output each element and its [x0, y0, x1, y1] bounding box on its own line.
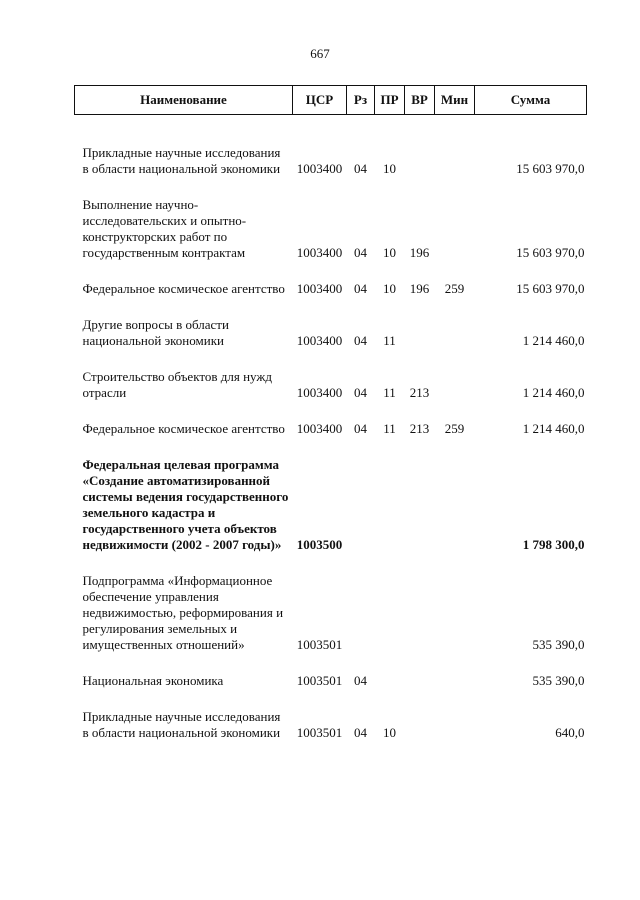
header-csr: ЦСР [293, 86, 347, 115]
page-number: 667 [310, 46, 330, 61]
cell-pr [375, 573, 405, 653]
table-row [75, 145, 587, 177]
cell-vr: 196 [409, 281, 430, 296]
cell-name: Другие вопросы в области национальной экономики [82, 317, 229, 348]
table-row [75, 281, 587, 297]
cell-csr: 1003400 [296, 161, 343, 176]
header-sum: Сумма [475, 86, 587, 115]
cell-min [435, 709, 475, 741]
header-rz: Рз [347, 86, 375, 115]
cell-sum: 535 390,0 [532, 673, 585, 688]
cell-pr [375, 457, 405, 553]
cell-vr [405, 317, 435, 349]
cell-vr [405, 457, 435, 553]
cell-rz: 04 [354, 385, 367, 400]
table-header-row [75, 86, 587, 115]
cell-rz: 04 [354, 333, 367, 348]
cell-pr: 10 [383, 245, 396, 260]
cell-csr: 1003501 [296, 637, 343, 652]
cell-vr [405, 709, 435, 741]
table-row [75, 457, 587, 553]
cell-vr [405, 573, 435, 653]
cell-csr: 1003500 [296, 537, 343, 552]
cell-rz: 04 [354, 673, 367, 688]
cell-rz: 04 [354, 161, 367, 176]
header-pr: ПР [375, 86, 405, 115]
cell-min [435, 197, 475, 261]
cell-vr [405, 673, 435, 689]
cell-name: Прикладные научные исследования в области национальной экономики [82, 709, 281, 740]
cell-pr: 11 [383, 333, 396, 348]
cell-rz: 04 [354, 281, 367, 296]
cell-name: Национальная экономика [82, 673, 224, 688]
table-row [75, 421, 587, 437]
cell-csr: 1003400 [296, 421, 343, 436]
cell-sum: 640,0 [555, 725, 585, 740]
table-row [75, 673, 587, 689]
cell-pr: 10 [383, 161, 396, 176]
cell-sum: 1 798 300,0 [522, 537, 585, 552]
cell-min [435, 145, 475, 177]
cell-name: Федеральное космическое агентство [82, 281, 285, 296]
cell-rz: 04 [354, 725, 367, 740]
table-row [75, 709, 587, 741]
cell-rz: 04 [354, 421, 367, 436]
cell-vr: 213 [409, 421, 430, 436]
cell-min: 259 [444, 421, 465, 436]
cell-pr [375, 673, 405, 689]
cell-name: Прикладные научные исследования в области национальной экономики [82, 145, 281, 176]
cell-name: Федеральная целевая программа «Создание автоматизированной системы ведения государственного земельного кадастра и государственного учета объектов недвижимости (2002 - 2007 годы)» [82, 457, 289, 552]
cell-csr: 1003400 [296, 385, 343, 400]
cell-sum: 1 214 460,0 [522, 421, 585, 436]
header-min: Мин [435, 86, 475, 115]
header-name: Наименование [75, 86, 293, 115]
cell-sum: 1 214 460,0 [522, 385, 585, 400]
table-row [75, 197, 587, 261]
cell-vr: 213 [409, 385, 430, 400]
cell-min [435, 673, 475, 689]
cell-sum: 15 603 970,0 [516, 161, 585, 176]
cell-pr: 11 [383, 421, 396, 436]
cell-min [435, 457, 475, 553]
cell-csr: 1003501 [296, 673, 343, 688]
cell-min: 259 [444, 281, 465, 296]
cell-min [435, 317, 475, 349]
cell-sum: 15 603 970,0 [516, 245, 585, 260]
table-row [75, 573, 587, 653]
cell-name: Выполнение научно-исследовательских и опытно-конструкторских работ по государственным контрактам [82, 197, 247, 260]
cell-name: Подпрограмма «Информационное обеспечение управления недвижимостью, реформирования и регулирования земельных и имущественных отношений» [82, 573, 284, 652]
cell-csr: 1003400 [296, 245, 343, 260]
cell-sum: 1 214 460,0 [522, 333, 585, 348]
cell-vr: 196 [409, 245, 430, 260]
cell-min [435, 369, 475, 401]
cell-pr: 10 [383, 281, 396, 296]
cell-sum: 15 603 970,0 [516, 281, 585, 296]
table-row [75, 369, 587, 401]
table-row [75, 317, 587, 349]
cell-rz [347, 457, 375, 553]
cell-csr: 1003400 [296, 333, 343, 348]
cell-csr: 1003501 [296, 725, 343, 740]
cell-pr: 10 [383, 725, 396, 740]
cell-sum: 535 390,0 [532, 637, 585, 652]
budget-table [74, 85, 587, 741]
cell-pr: 11 [383, 385, 396, 400]
header-vr: ВР [405, 86, 435, 115]
cell-name: Федеральное космическое агентство [82, 421, 285, 436]
cell-rz [347, 573, 375, 653]
cell-csr: 1003400 [296, 281, 343, 296]
cell-name: Строительство объектов для нужд отрасли [82, 369, 272, 400]
cell-min [435, 573, 475, 653]
cell-rz: 04 [354, 245, 367, 260]
cell-vr [405, 145, 435, 177]
